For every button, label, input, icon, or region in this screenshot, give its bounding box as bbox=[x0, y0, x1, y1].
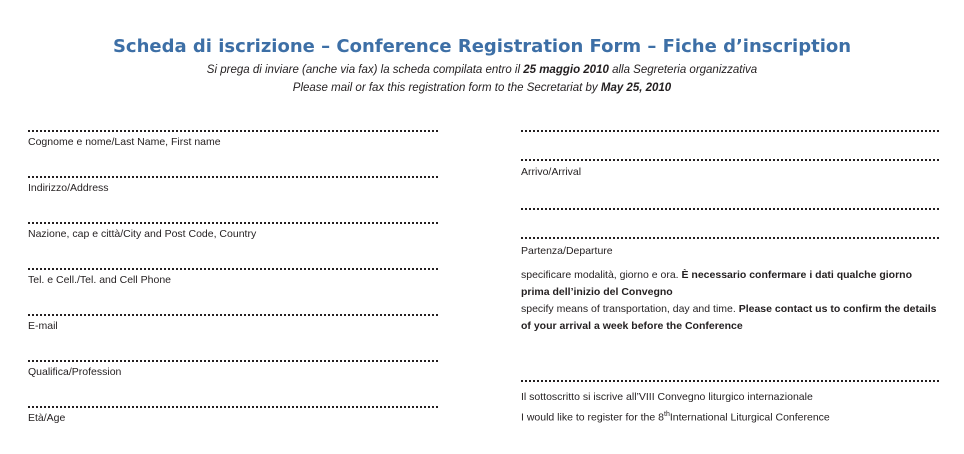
instructions-italian-text: Si prega di inviare (anche via fax) la scheda compilata entro il bbox=[206, 64, 524, 76]
form-title: Scheda di iscrizione – Conference Registration Form – Fiche d’inscription bbox=[112, 36, 852, 57]
name-field[interactable] bbox=[28, 130, 448, 148]
phone-field[interactable] bbox=[28, 268, 448, 286]
age-line[interactable] bbox=[28, 406, 438, 408]
instructions-italian-text-end: alla Segreteria organizzativa bbox=[608, 64, 758, 76]
instructions-italian bbox=[0, 64, 964, 76]
profession-line[interactable] bbox=[28, 360, 438, 362]
travel-note-english bbox=[521, 301, 941, 335]
registration-statement-english-end: International Liturgical Conference bbox=[669, 411, 830, 424]
registration-statement-italian: Il sottoscritto si iscrive all’VIII Convegno liturgico internazionale bbox=[521, 391, 813, 403]
address-label: Indirizzo/Address bbox=[28, 182, 109, 194]
deadline-italian: 25 maggio 2010 bbox=[523, 64, 609, 76]
departure-line-2[interactable] bbox=[521, 237, 939, 239]
country-line[interactable] bbox=[28, 222, 438, 224]
deadline-english: May 25, 2010 bbox=[600, 82, 672, 94]
name-label: Cognome e nome/Last Name, First name bbox=[28, 136, 221, 148]
age-field[interactable] bbox=[28, 406, 448, 424]
country-field[interactable] bbox=[28, 222, 448, 240]
travel-note-italian-bold: È necessario confermare i dati qualche giorno prima dell’inizio del Convegno bbox=[521, 269, 912, 298]
instructions-english-text: Please mail or fax this registration form to the Secretariat by bbox=[292, 82, 601, 94]
address-line[interactable] bbox=[28, 176, 438, 178]
departure-label: Partenza/Departure bbox=[521, 245, 613, 257]
name-line[interactable] bbox=[28, 130, 438, 132]
travel-note-english-text: specify means of transportation, day and time. bbox=[521, 303, 739, 315]
registration-statement-english-text: I would like to register for the 8 bbox=[521, 411, 664, 424]
country-label: Nazione, cap e città/City and Post Code, Country bbox=[28, 228, 257, 240]
profession-label: Qualifica/Profession bbox=[28, 366, 122, 378]
departure-line-1[interactable] bbox=[521, 208, 939, 210]
instructions-english bbox=[0, 82, 964, 94]
email-line[interactable] bbox=[28, 314, 438, 316]
address-field[interactable] bbox=[28, 176, 448, 194]
phone-label: Tel. e Cell./Tel. and Cell Phone bbox=[28, 274, 171, 286]
arrival-label: Arrivo/Arrival bbox=[521, 166, 582, 178]
registration-statement-english bbox=[521, 411, 830, 424]
arrival-line-2[interactable] bbox=[521, 159, 939, 161]
profession-field[interactable] bbox=[28, 360, 448, 378]
age-label: Età/Age bbox=[28, 412, 66, 424]
arrival-line-1[interactable] bbox=[521, 130, 939, 132]
travel-note-english-bold: Please contact us to confirm the details of your arrival a week before the Conference bbox=[521, 303, 937, 332]
travel-note-italian-text: specificare modalità, giorno e ora. bbox=[521, 269, 682, 281]
travel-note-italian bbox=[521, 267, 941, 301]
ordinal-suffix: th bbox=[664, 411, 670, 418]
email-label: E-mail bbox=[28, 320, 58, 332]
signature-line[interactable] bbox=[521, 380, 939, 382]
phone-line[interactable] bbox=[28, 268, 438, 270]
email-field[interactable] bbox=[28, 314, 448, 332]
